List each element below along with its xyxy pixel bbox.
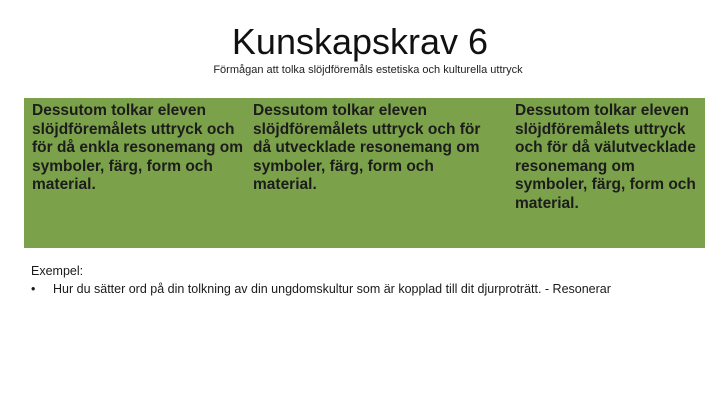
criteria-level-c: Dessutom tolkar eleven slöjdföremålets uttryck och för då utvecklade resonemang om symboler, färg, form och material. xyxy=(253,102,481,193)
example-list-item xyxy=(31,280,711,298)
criteria-level-e: Dessutom tolkar eleven slöjdföremålets uttryck och för då enkla resonemang om symboler, färg, form och material. xyxy=(32,102,244,193)
example-text: Hur du sätter ord på din tolkning av din ungdomskultur som är kopplad till dit djurproträtt. - Resonerar xyxy=(53,282,611,296)
criteria-level-a: Dessutom tolkar eleven slöjdföremålets uttryck och för då välutvecklade resonemang om symboler, färg, form och material. xyxy=(515,102,696,212)
bullet-icon: • xyxy=(31,282,36,296)
slide-title: Kunskapskrav 6 xyxy=(231,21,489,62)
example-section xyxy=(31,262,711,298)
slide-subtitle: Förmågan att tolka slöjdföremåls estetiska och kulturella uttryck xyxy=(213,64,523,76)
example-label: Exempel: xyxy=(31,264,84,278)
criteria-box xyxy=(24,98,705,248)
